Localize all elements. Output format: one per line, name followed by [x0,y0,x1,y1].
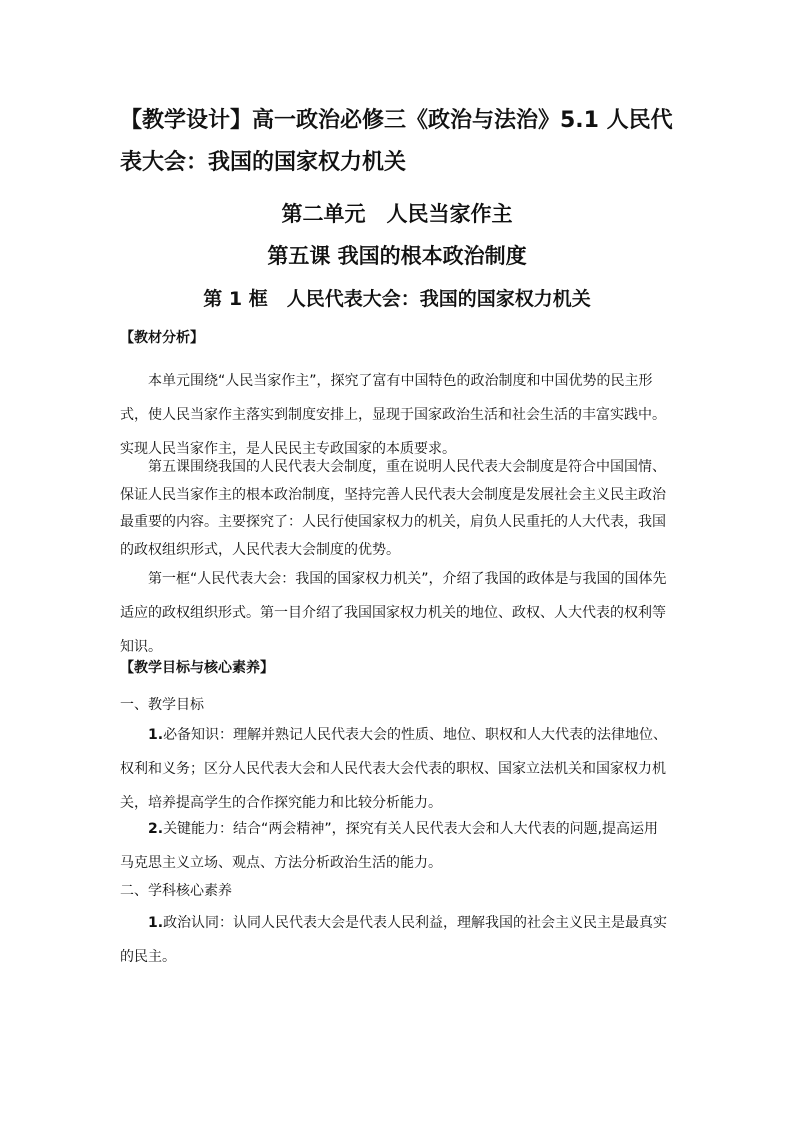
unit-title: 第二单元 人民当家作主 [281,202,513,226]
goal-item-2-text: 关键能力：结合“两会精神”，探究有关人民代表大会和人大代表的问题,提高运用马克思主义立场、观点、方法分析政治生活的能力。 [120,821,659,871]
goals-subheading-1: 一、教学目标 [120,697,204,713]
analysis-paragraph-1: 本单元围绕“人民当家作主”，探究了富有中国特色的政治制度和中国优势的民主形式，使人民当家作主落实到制度安排上，显现于国家政治生活和社会生活的丰富实践中。实现人民当家作主，是人民民主专政国家的本质要求。 [120,373,666,457]
goal-item-2 [120,812,672,880]
core-item-1-number: 1. [148,915,164,931]
core-item-1-text: 政治认同：认同人民代表大会是代表人民利益，理解我国的社会主义民主是最真实的民主。 [120,915,668,965]
goals-heading: 【教学目标与核心素养】 [120,660,274,676]
document-title: 【教学设计】高一政治必修三《政治与法治》5.1 人民代表大会：我国的国家权力机关 [120,108,673,175]
frame-title: 第 1 框 人民代表大会：我国的国家权力机关 [203,288,591,310]
goal-item-1-text: 必备知识：理解并熟记人民代表大会的性质、地位、职权和人大代表的法律地位、权利和义务；区分人民代表大会和人民代表大会代表的职权、国家立法机关和国家权力机关，培养提高学生的合作探究能力和比较分析能力。 [120,727,668,811]
lesson-title: 第五课 我国的根本政治制度 [267,244,527,268]
goal-item-1-number: 1. [148,727,164,743]
analysis-heading: 【教材分析】 [120,330,204,346]
analysis-paragraph-3: 第一框“人民代表大会：我国的国家权力机关”，介绍了我国的政体是与我国的国体先适应的政权组织形式。第一目介绍了我国国家权力机关的地位、政权、人大代表的权利等知识。 [120,571,667,655]
core-item-1 [120,906,672,974]
goal-item-1 [120,718,672,820]
analysis-paragraph-2: 第五课围绕我国的人民代表大会制度，重在说明人民代表大会制度是符合中国国情、保证人民当家作主的根本政治制度，坚持完善人民代表大会制度是发展社会主义民主政治最重要的内容。主要探究了：人民行使国家权力的机关，肩负人民重托的人大代表，我国的政权组织形式，人民代表大会制度的优势。 [120,459,666,558]
goals-subheading-2: 二、学科核心素养 [120,883,232,899]
goal-item-2-number: 2. [148,821,164,837]
